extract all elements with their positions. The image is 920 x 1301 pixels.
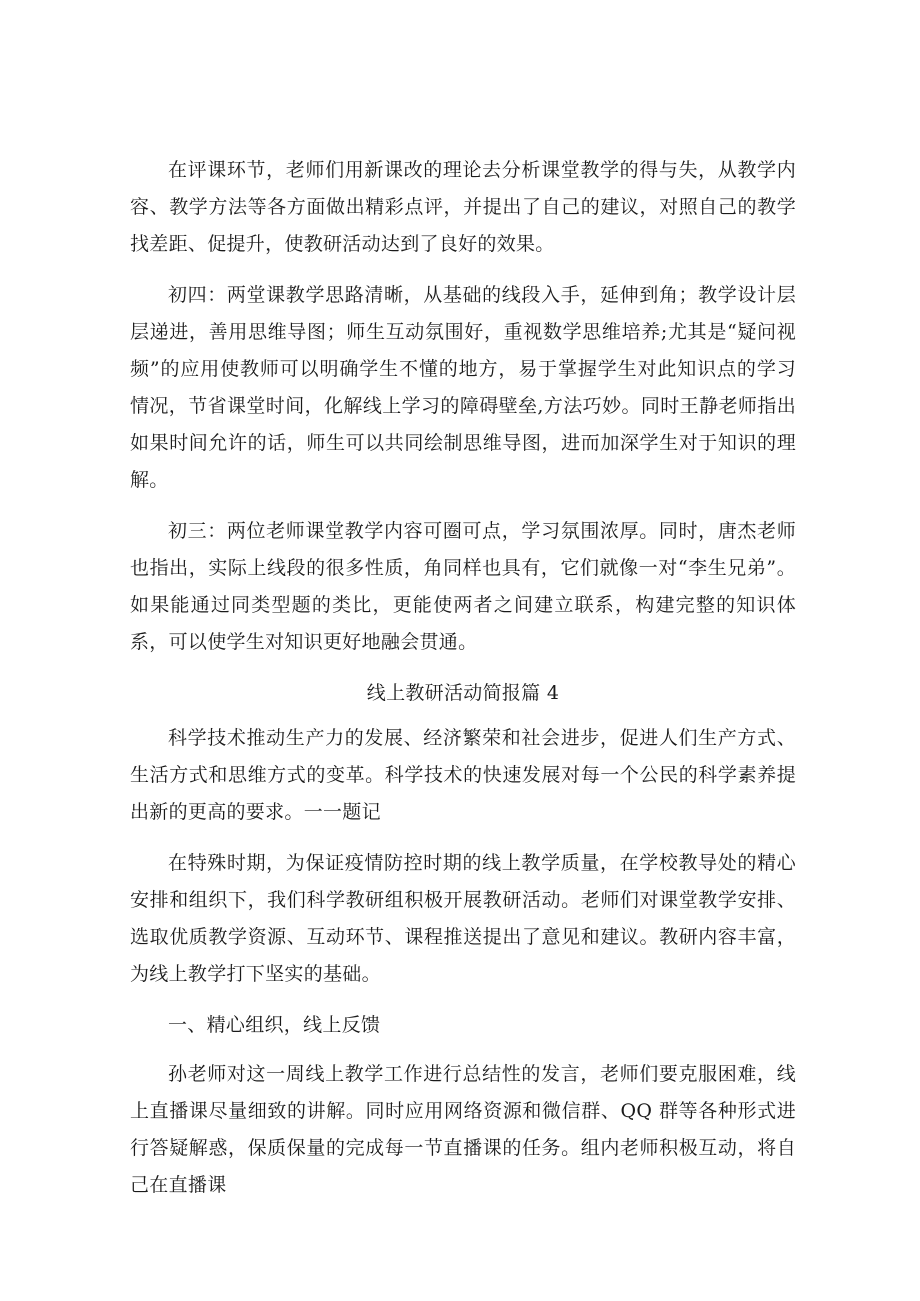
paragraph-special-period: 在特殊时期，为保证疫情防控时期的线上教学质量，在学校教导处的精心安排和组织下，我们科学教研组积极开展教研活动。老师们对课堂教学安排、选取优质教学资源、互动环节、课程推送提出了意见和建议。教研内容丰富，为线上教学打下坚实的基础。	[130, 852, 796, 985]
paragraph-grade-three: 初三：两位老师课堂教学内容可圈可点，学习氛围浓厚。同时，唐杰老师也指出，实际上线段的很多性质，角同样也具有，它们就像一对“李生兄弟”。如果能通过同类型题的类比，更能使两者之间建立联系，构建完整的知识体系，可以使学生对知识更好地融会贯通。	[130, 520, 796, 653]
paragraph-teacher-sun: 孙老师对这一周线上教学工作进行总结性的发言，老师们要克服困难，线上直播课尽量细致的讲解。同时应用网络资源和微信群、QQ 群等各种形式进行答疑解惑，保质保量的完成每一节直播课的任务。组内老师积极互动，将自己在直播课	[130, 1063, 796, 1196]
paragraph-epigraph: 科学技术推动生产力的发展、经济繁荣和社会进步，促进人们生产方式、生活方式和思维方式的变革。科学技术的快速发展对每一个公民的科学素养提出新的更高的要求。一一题记	[130, 727, 796, 823]
document-body	[130, 152, 796, 1218]
paragraph-evaluation: 在评课环节，老师们用新课改的理论去分析课堂教学的得与失，从教学内容、教学方法等各方面做出精彩点评，并提出了自己的建议，对照自己的教学找差距、促提升，使教研活动达到了良好的效果。	[130, 159, 796, 255]
subheading-organize: 一、精心组织，线上反馈	[168, 1014, 381, 1036]
section-title: 线上教研活动简报篇 4	[366, 682, 560, 704]
paragraph-grade-four: 初四：两堂课教学思路清晰，从基础的线段入手，延伸到角；教学设计层层递进，善用思维导图；师生互动氛围好，重视数学思维培养;尤其是“疑问视频”的应用使教师可以明确学生不懂的地方，易于掌握学生对此知识点的学习情况，节省课堂时间，化解线上学习的障碍壁垒,方法巧妙。同时王静老师指出如果时间允许的话，师生可以共同绘制思维导图，进而加深学生对于知识的理解。	[130, 284, 796, 491]
